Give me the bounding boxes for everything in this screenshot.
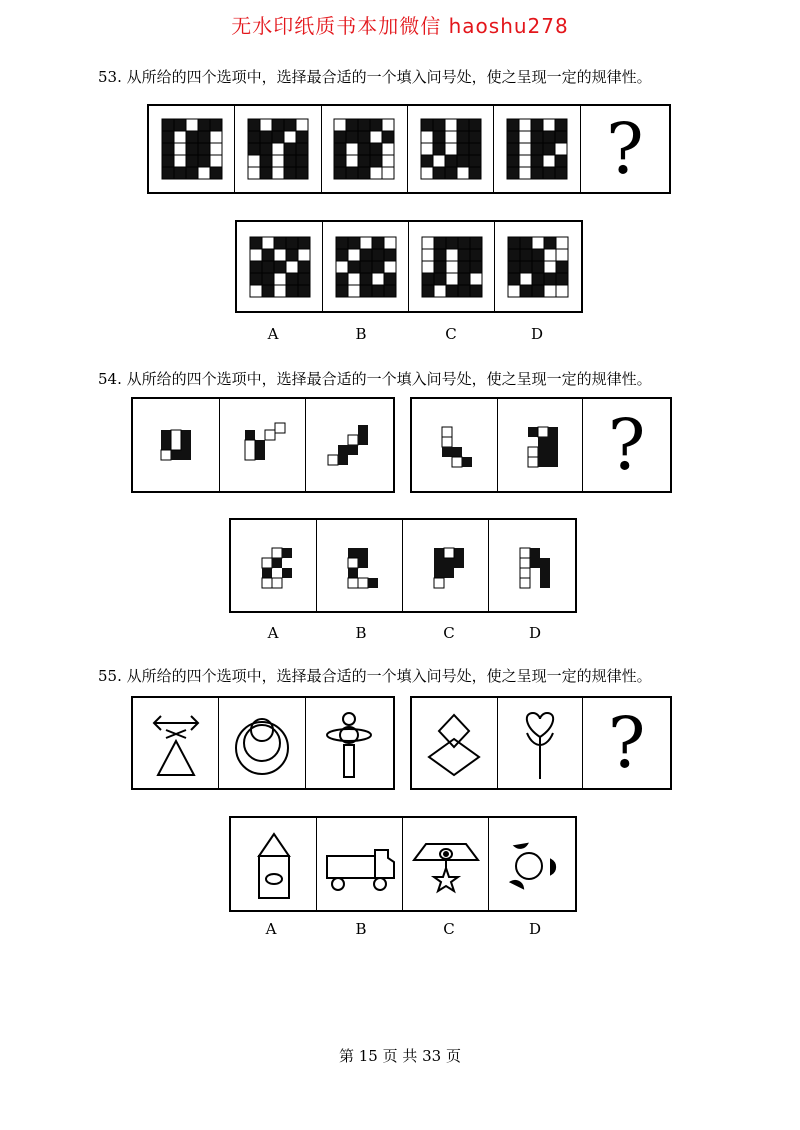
q54-options-panel [229, 518, 577, 613]
q53-stem-figure-2 [235, 106, 321, 192]
question-text: 从所给的四个选项中，选择最合适的一个填入问号处，使之呈现一定的规律性。 [126, 68, 652, 86]
option-label-c: C [443, 624, 455, 642]
block-shape-figure [502, 536, 562, 596]
q54-stem-figure-4 [412, 399, 498, 491]
q53-question-cell [581, 106, 669, 192]
q55-stem-figure-1 [133, 698, 219, 788]
truck-icon [322, 824, 398, 904]
block-shape-figure [510, 415, 570, 475]
checker-grid-figure [420, 118, 482, 180]
q54-question-cell [583, 399, 670, 491]
lamp-star-icon [408, 824, 484, 904]
question-mark: ? [607, 404, 646, 486]
q55-option-a[interactable] [231, 818, 317, 910]
block-shape-figure [146, 415, 206, 475]
q55-stem-figure-2 [219, 698, 305, 788]
block-shape-figure [244, 536, 304, 596]
question-text: 从所给的四个选项中，选择最合适的一个填入问号处，使之呈现一定的规律性。 [126, 667, 652, 685]
checker-grid-figure [421, 236, 483, 298]
question-text: 从所给的四个选项中，选择最合适的一个填入问号处，使之呈现一定的规律性。 [126, 370, 652, 388]
q53-stem-panel [147, 104, 671, 194]
q54-stem-figure-5 [498, 399, 584, 491]
arrow-triangle-icon [141, 703, 211, 783]
option-label-a: A [267, 624, 279, 642]
question-54 [98, 368, 652, 389]
option-label-b: B [355, 624, 367, 642]
q53-options-panel [235, 220, 583, 313]
q54-option-c[interactable] [403, 520, 489, 611]
q53-stem-figure-5 [494, 106, 580, 192]
checker-grid-figure [161, 118, 223, 180]
q53-stem-figure-4 [408, 106, 494, 192]
option-label-c: C [443, 920, 455, 938]
checker-grid-figure [333, 118, 395, 180]
question-number: 55. [98, 667, 122, 685]
option-label-b: B [355, 325, 367, 343]
q55-stem-figure-4 [412, 698, 498, 788]
checker-grid-figure [506, 118, 568, 180]
q55-stem-figure-3 [306, 698, 393, 788]
question-55 [98, 665, 652, 686]
block-shape-figure [330, 536, 390, 596]
q53-option-d[interactable] [495, 222, 581, 311]
stacked-diamonds-icon [419, 703, 489, 783]
question-53 [98, 66, 652, 87]
block-shape-figure [424, 415, 484, 475]
option-label-a: A [265, 920, 277, 938]
option-label-d: D [530, 325, 544, 343]
plant-pillar-icon [314, 703, 384, 783]
option-label-d: D [528, 920, 542, 938]
page-footer: 第 15 页 共 33 页 [338, 1047, 461, 1065]
q55-question-cell [583, 698, 670, 788]
checker-grid-figure [249, 236, 311, 298]
checker-grid-figure [507, 236, 569, 298]
question-number: 54. [98, 370, 122, 388]
watermark: 无水印纸质书本加微信 haoshu278 [231, 14, 569, 38]
q53-option-a[interactable] [237, 222, 323, 311]
checker-grid-figure [247, 118, 309, 180]
option-label-c: C [445, 325, 457, 343]
block-shape-figure [416, 536, 476, 596]
q54-option-a[interactable] [231, 520, 317, 611]
q54-stem-panel-right [410, 397, 672, 493]
q53-option-b[interactable] [323, 222, 409, 311]
block-shape-figure [233, 415, 293, 475]
circle-crescents-icon [497, 824, 567, 904]
q53-option-c[interactable] [409, 222, 495, 311]
q54-stem-panel-left [131, 397, 395, 493]
house-icon [239, 824, 309, 904]
q55-stem-figure-5 [498, 698, 584, 788]
q53-stem-figure-1 [149, 106, 235, 192]
q54-stem-figure-2 [220, 399, 307, 491]
checker-grid-figure [335, 236, 397, 298]
q55-option-b[interactable] [317, 818, 403, 910]
option-label-a: A [267, 325, 279, 343]
nested-circles-icon [227, 703, 297, 783]
q55-options-panel [229, 816, 577, 912]
q55-option-d[interactable] [489, 818, 575, 910]
q54-option-d[interactable] [489, 520, 575, 611]
option-label-d: D [528, 624, 542, 642]
option-label-b: B [355, 920, 367, 938]
q55-stem-panel-left [131, 696, 395, 790]
question-number: 53. [98, 68, 122, 86]
q54-stem-figure-1 [133, 399, 220, 491]
q54-stem-figure-3 [306, 399, 393, 491]
q55-option-c[interactable] [403, 818, 489, 910]
block-shape-figure [320, 415, 380, 475]
question-mark: ? [606, 108, 644, 190]
q55-stem-panel-right [410, 696, 672, 790]
q54-option-b[interactable] [317, 520, 403, 611]
q53-stem-figure-3 [322, 106, 408, 192]
heart-flower-icon [505, 703, 575, 783]
question-mark: ? [607, 702, 646, 784]
